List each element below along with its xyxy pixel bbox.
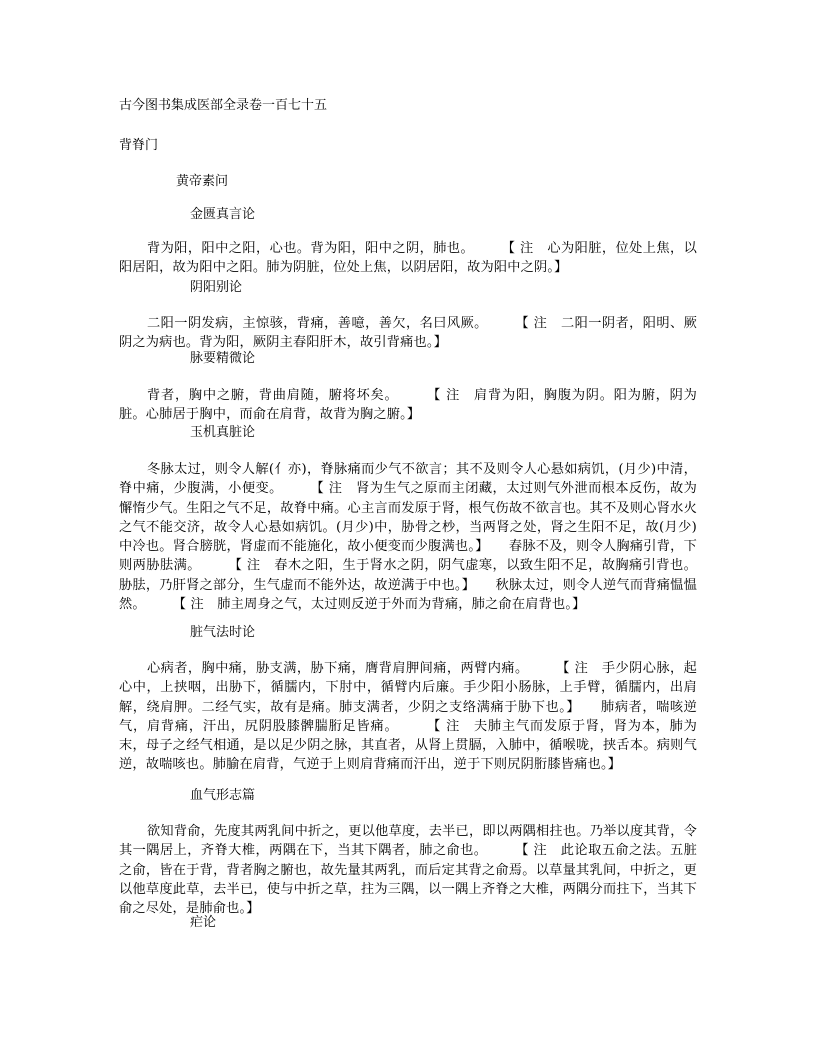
chapter-title: 玉机真脏论 [190, 425, 256, 440]
chapter-paragraph: 背为阳，阳中之阳，心也。背为阳，阳中之阴，肺也。 【 注 心为阳脏，位处上焦，以阳居阳，故为阳中之阳。肺为阴脏，位处上焦，以阴居阳，故为阳中之阴。】 [119, 241, 697, 276]
chapter-paragraph: 心病者，胸中痛，胁支满，胁下痛，膺背肩胛间痛，两臂内痛。 【 注 手少阴心脉，起心中，上挟咽，出胁下，循臑内，下肘中，循臂内后廉。手少阳小肠脉，上手臂，循臑内，出肩解，绕肩胛。二经气实，故有是痛。肺支满者，少阴之支络满痛于胁下也。】 肺病者，喘咳逆气，肩背痛，汗出，尻阴股膝髀腨胻足皆痛。 【 注 夫肺主气而发原于肾，肾为本，肺为末，母子之经气相通，是以足少阴之脉，其直者，从肾上贯膈，入肺中，循喉咙，挟舌本。病则气逆，故喘咳也。肺腧在肩背，气逆于上则肩背痛而汗出，逆于下则尻阴胻膝皆痛也。】 [119, 661, 697, 773]
chapter-title: 阴阳别论 [190, 280, 243, 295]
source-title: 黄帝素问 [176, 174, 229, 189]
chapter-title: 金匮真言论 [190, 207, 256, 222]
chapter-title: 疟论 [190, 915, 217, 930]
chapter-title: 脏气法时论 [190, 625, 256, 640]
section-title: 背脊门 [119, 138, 159, 153]
chapter-title: 血气形志篇 [190, 788, 256, 803]
chapter-paragraph: 欲知背俞，先度其两乳间中折之，更以他草度，去半已，即以两隅相拄也。乃举以度其背，令其一隅居上，齐脊大椎，两隅在下，当其下隅者，肺之俞也。 【 注 此论取五俞之法。五脏之俞，皆在于背，背者胸之腑也，故先量其两乳，而后定其背之俞焉。以草量其乳间，中折之，更以他草度此草，去半已，使与中折之草，拄为三隅，以一隅上齐脊之大椎，两隅分而拄下，当其下俞之尽处，是肺俞也。】 [119, 824, 697, 917]
chapter-paragraph: 背者，胸中之腑，背曲肩随，腑将坏矣。 【 注 肩背为阳，胸腹为阴。阳为腑，阴为脏。心肺居于胸中，而俞在肩背，故背为胸之腑。】 [119, 388, 697, 423]
book-title: 古今图书集成医部全录卷一百七十五 [119, 98, 328, 113]
chapter-paragraph: 二阳一阴发病，主惊骇，背痛，善噫，善欠，名曰风厥。 【 注 二阳一阴者，阳明、厥阴之为病也。背为阳，厥阴主春阳肝木，故引背痛也。】 [119, 316, 697, 351]
chapter-title: 脉要精微论 [190, 351, 256, 366]
chapter-paragraph: 冬脉太过，则令人解(亻亦)，脊脉痛而少气不欲言；其不及则令人心悬如病饥，(月少)中清，脊中痛，少腹满，小便变。 【 注 肾为生气之原而主闭藏，太过则气外泄而根本反伤，故为懈惰少气。生阳之气不足，故脊中痛。心主言而发原于肾，根气伤故不欲言也。其不及则心肾水火之气不能交济，故令人心悬如病饥。(月少)中，胁骨之杪，当两肾之处，肾之生阳不足，故(月少)中冷也。肾合膀胱，肾虚而不能施化，故小便变而少腹满也。】 春脉不及，则令人胸痛引背，下则两胁胠满。 【 注 春木之阳，生于肾水之阴，阴气虚寒，以致生阳不足，故胸痛引背也。胁胠，乃肝肾之部分，生气虚而不能外达，故逆满于中也。】 秋脉太过，则令人逆气而背痛愠愠然。 【 注 肺主周身之气，太过则反逆于外而为背痛，肺之俞在肩背也。】 [119, 462, 697, 613]
